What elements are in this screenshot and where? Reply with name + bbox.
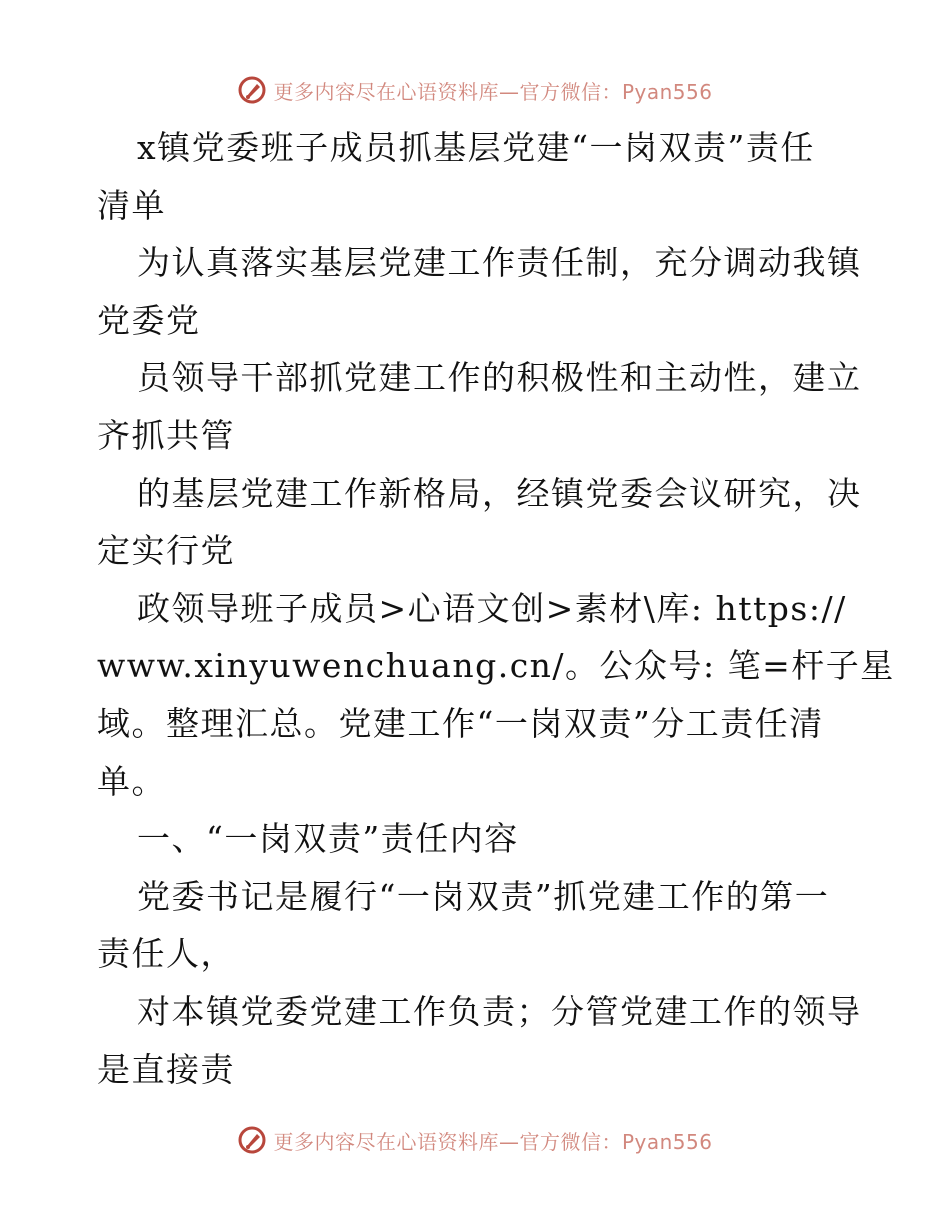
pen-nib-logo-icon — [237, 75, 267, 105]
header-watermark — [0, 70, 950, 110]
text-line: 单。 — [97, 761, 166, 801]
text-line: 党委党 — [97, 300, 201, 340]
text-line: 清单 — [97, 185, 166, 225]
text-line: 员领导干部抓党建工作的积极性和主动性，建立 — [137, 358, 862, 398]
text-line: 党委书记是履行“一岗双责”抓党建工作的第一 — [137, 876, 830, 916]
text-line: 的基层党建工作新格局，经镇党委会议研究，决 — [137, 473, 862, 513]
text-line: 为认真落实基层党建工作责任制，充分调动我镇 — [137, 243, 862, 283]
text-line: x镇党委班子成员抓基层党建“一岗双责”责任 — [137, 128, 815, 167]
footer-watermark — [0, 1120, 950, 1160]
text-line: 齐抓共管 — [97, 415, 235, 455]
text-line: 一、“一岗双责”责任内容 — [137, 819, 519, 859]
watermark-text: 更多内容尽在心语资料库—官方微信：Pyan556 — [273, 79, 713, 104]
text-line: 政领导班子成员>心语文创>素材\库: https:// — [137, 588, 847, 628]
text-line: 责任人， — [97, 934, 235, 974]
text-line: 是直接责 — [97, 1049, 235, 1089]
document-body — [97, 119, 895, 1098]
watermark-text: 更多内容尽在心语资料库—官方微信：Pyan556 — [273, 1129, 713, 1154]
text-line: 定实行党 — [97, 531, 235, 571]
text-line: 域。整理汇总。党建工作“一岗双责”分工责任清 — [97, 703, 824, 743]
text-line: www.xinyuwenchuang.cn/。公众号: 笔=杆子星 — [97, 646, 895, 686]
pen-nib-logo-icon — [237, 1125, 267, 1155]
text-line: 对本镇党委党建工作负责；分管党建工作的领导 — [137, 991, 862, 1031]
